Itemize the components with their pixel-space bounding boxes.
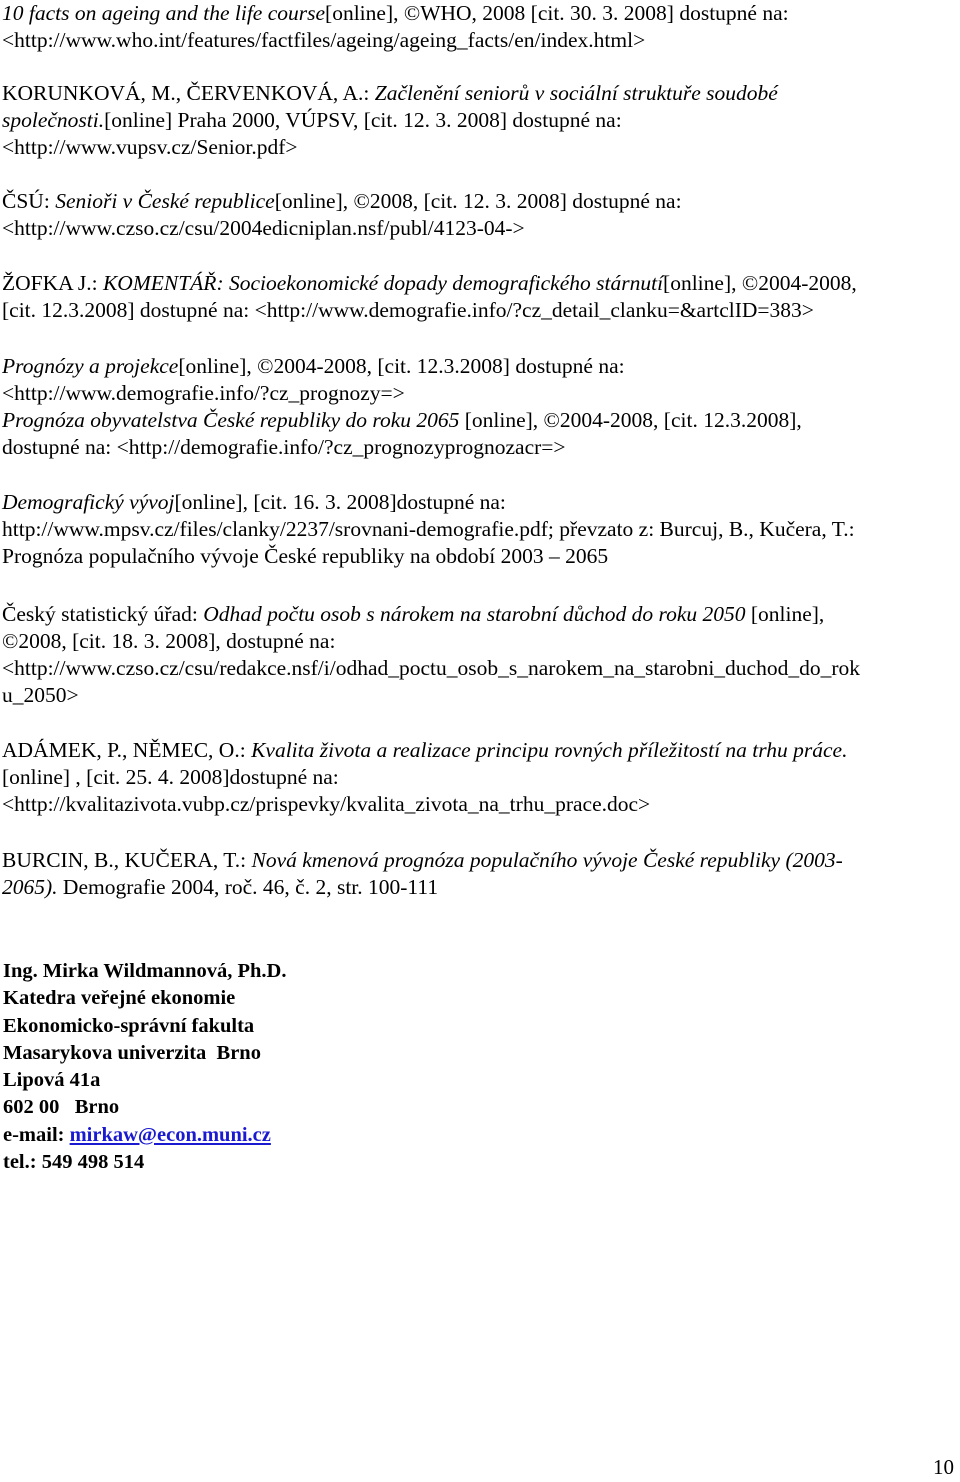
reference-demograficky-vyvoj [2,489,952,570]
ref-authors: BURCIN, B., KUČERA, T. [2,848,241,872]
ref-details: [online], [cit. 16. 3. 2008]dostupné na: [174,490,506,514]
ref-separator: : [240,848,252,872]
ref-details: [online], [745,602,825,626]
ref-authors: ŽOFKA J. [2,271,92,295]
ref-url[interactable]: <http://www.czso.cz/csu/redakce.nsf/i/odhad_poctu_osob_s_narokem_na_starobni_duchod_do_rok [2,656,860,680]
ref-title-cont: 2065). [2,875,58,899]
author-faculty: Ekonomicko-správní fakulta [3,1014,255,1037]
ref-url[interactable]: dostupné na: <http://demografie.info/?cz_prognozyprognozacr=> [2,435,566,459]
ref-details: [online] Praha 2000, VÚPSV, [cit. 12. 3. 2008] dostupné na: [104,108,622,132]
ref-title: Nová kmenová prognóza populačního vývoje České republiky (2003- [251,848,843,872]
ref-details-cont: ©2008, [cit. 18. 3. 2008], dostupné na: [2,629,336,653]
reference-prognoza-obyvatelstva [2,407,952,461]
author-university: Masarykova univerzita Brno [3,1041,261,1064]
ref-url-cont[interactable]: u_2050> [2,683,79,707]
ref-url[interactable]: <http://kvalitazivota.vubp.cz/prispevky/kvalita_zivota_na_trhu_prace.doc> [2,792,651,816]
ref-url[interactable]: <http://www.czso.cz/csu/2004edicniplan.nsf/publ/4123-04-> [2,216,525,240]
ref-details: [online], ©2004-2008, [cit. 12.3.2008], [459,408,802,432]
ref-title-cont: společnosti. [2,108,105,132]
ref-url[interactable]: http://www.mpsv.cz/files/clanky/2237/srovnani-demografie.pdf; převzato z: Burcuj, B., Kučera, T.: [2,517,855,541]
ref-title: Začlenění seniorů v sociální struktuře soudobé [374,81,778,105]
author-contact-block [3,958,703,1176]
ref-details: [online] , [cit. 25. 4. 2008]dostupné na: [2,765,339,789]
ref-separator: : [363,81,375,105]
author-phone: tel.: 549 498 514 [3,1151,145,1174]
ref-details: [online], ©2008, [cit. 12. 3. 2008] dostupné na: [274,189,682,213]
reference-csu [2,188,952,242]
ref-authors: KORUNKOVÁ, M., ČERVENKOVÁ, A. [2,81,364,105]
ref-title: Prognózy a projekce [2,354,179,378]
ref-title: 10 facts on ageing and the life course [2,1,326,25]
ref-details: [online], ©WHO, 2008 [cit. 30. 3. 2008] dostupné na: [325,1,789,25]
ref-authors: ADÁMEK, P., NĚMEC, O. [2,738,240,762]
ref-authors: ČSÚ: [2,189,56,213]
ref-separator: : [91,271,103,295]
page-number: 10 [933,1455,954,1479]
ref-source: Prognóza populačního vývoje České republiky na období 2003 – 2065 [2,544,609,568]
reference-zofka [2,270,952,324]
email-label: e-mail: [3,1123,70,1146]
ref-details: [online], ©2004-2008, [cit. 12.3.2008] dostupné na: [178,354,625,378]
author-street: Lipová 41a [3,1069,101,1092]
ref-title: Demografický vývoj [2,490,175,514]
reference-adamek [2,737,952,818]
reference-burcin [2,847,952,901]
reference-prognozy [2,353,952,407]
ref-title: Senioři v České republice [55,189,275,213]
ref-title: Odhad počtu osob s nárokem na starobní důchod do roku 2050 [203,602,746,626]
ref-separator: : [239,738,252,762]
ref-title: Kvalita života a realizace principu rovných příležitostí na trhu práce. [251,738,848,762]
author-department: Katedra veřejné ekonomie [3,987,236,1010]
ref-details: Demografie 2004, roč. 46, č. 2, str. 100-111 [57,875,439,899]
ref-details: [online], ©2004-2008, [663,271,857,295]
ref-url[interactable]: <http://www.who.int/features/factfiles/ageing/ageing_facts/en/index.html> [2,28,646,52]
ref-title: KOMENTÁŘ: Socioekonomické dopady demografického stárnutí [102,271,664,295]
reference-korunkova [2,80,952,161]
author-city: 602 00 Brno [3,1096,120,1119]
author-name: Ing. Mirka Wildmannová, Ph.D. [3,960,287,982]
ref-authors: Český statistický úřad: [2,602,204,626]
ref-url[interactable]: <http://www.vupsv.cz/Senior.pdf> [2,135,298,159]
reference-odhad [2,601,952,709]
ref-url[interactable]: [cit. 12.3.2008] dostupné na: <http://www.demografie.info/?cz_detail_clanku=&artclID=383> [2,298,814,322]
ref-title: Prognóza obyvatelstva České republiky do roku 2065 [2,408,460,432]
reference-who [2,0,952,54]
ref-url[interactable]: <http://www.demografie.info/?cz_prognozy=> [2,381,405,405]
email-link[interactable]: mirkaw@econ.muni.cz [69,1123,271,1146]
